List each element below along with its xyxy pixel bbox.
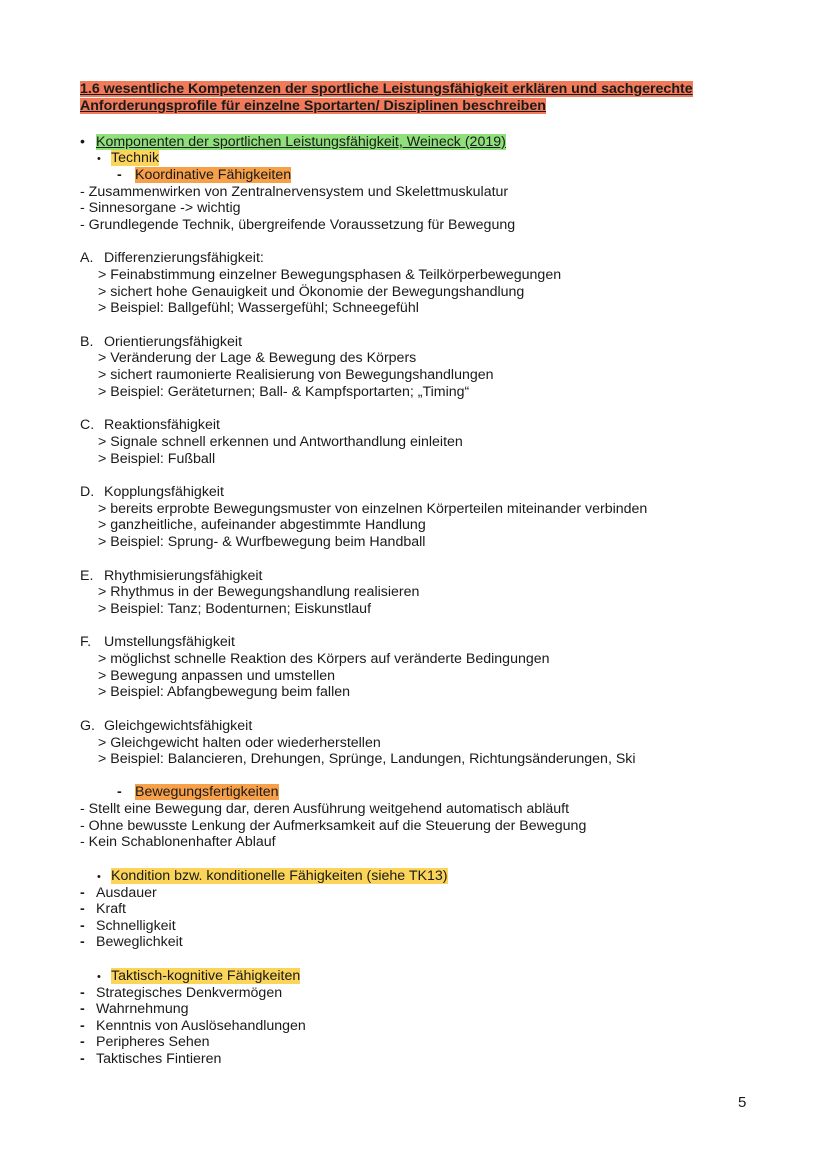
section-d-point: > bereits erprobte Bewegungsmuster von einzelnen Körperteilen miteinander verbinden bbox=[98, 501, 648, 517]
section-a-title: A. Differenzierungsfähigkeit: bbox=[80, 250, 264, 266]
taktisch-item: - Wahrnehmung bbox=[80, 1001, 189, 1017]
page-number: 5 bbox=[738, 1094, 747, 1111]
section-a-point: > Beispiel: Ballgefühl; Wassergefühl; Schneegefühl bbox=[98, 300, 419, 316]
section-d-point: > Beispiel: Sprung- & Wurfbewegung beim Handball bbox=[98, 534, 426, 550]
section-e-title: E. Rhythmisierungsfähigkeit bbox=[80, 568, 263, 584]
title-line-2: Anforderungsprofile für einzelne Sportarten/ Disziplinen beschreiben bbox=[80, 98, 546, 114]
section-b-point: > Beispiel: Geräteturnen; Ball- & Kampfsportarten; „Timing“ bbox=[98, 384, 470, 400]
kondition-item: - Kraft bbox=[80, 901, 126, 917]
technik-heading: • Technik bbox=[97, 150, 160, 166]
koordinative-heading: - Koordinative Fähigkeiten bbox=[117, 167, 292, 183]
taktisch-item: - Peripheres Sehen bbox=[80, 1034, 210, 1050]
section-e-point: > Rhythmus in der Bewegungshandlung realisieren bbox=[98, 584, 420, 600]
section-f-point: > Beispiel: Abfangbewegung beim fallen bbox=[98, 684, 351, 700]
koord-point: - Grundlegende Technik, übergreifende Voraussetzung für Bewegung bbox=[80, 217, 516, 233]
section-d-title: D. Kopplungsfähigkeit bbox=[80, 484, 224, 500]
kondition-item: - Ausdauer bbox=[80, 885, 157, 901]
taktisch-item: - Kenntnis von Auslösehandlungen bbox=[80, 1018, 306, 1034]
section-f-point: > möglichst schnelle Reaktion des Körpers auf veränderte Bedingungen bbox=[98, 651, 550, 667]
section-c-title: C. Reaktionsfähigkeit bbox=[80, 417, 220, 433]
kondition-item: - Schnelligkeit bbox=[80, 918, 176, 934]
section-b-point: > Veränderung der Lage & Bewegung des Körpers bbox=[98, 350, 417, 366]
bewegung-point: - Kein Schablonenhafter Ablauf bbox=[80, 834, 276, 850]
section-f-point: > Bewegung anpassen und umstellen bbox=[98, 668, 336, 684]
section-g-title: G. Gleichgewichtsfähigkeit bbox=[80, 718, 253, 734]
kondition-item: - Beweglichkeit bbox=[80, 934, 183, 950]
section-g-point: > Beispiel: Balancieren, Drehungen, Sprünge, Landungen, Richtungsänderungen, Ski bbox=[98, 751, 636, 767]
taktisch-item: - Strategisches Denkvermögen bbox=[80, 985, 283, 1001]
section-b-title: B. Orientierungsfähigkeit bbox=[80, 334, 243, 350]
bewegung-point: - Stellt eine Bewegung dar, deren Ausführung weitgehend automatisch abläuft bbox=[80, 801, 570, 817]
section-b-point: > sichert raumonierte Realisierung von Bewegungshandlungen bbox=[98, 367, 494, 383]
section-e-point: > Beispiel: Tanz; Bodenturnen; Eiskunstlauf bbox=[98, 601, 372, 617]
section-a-point: > Feinabstimmung einzelner Bewegungsphasen & Teilkörperbewegungen bbox=[98, 267, 562, 283]
section-g-point: > Gleichgewicht halten oder wiederherstellen bbox=[98, 735, 381, 751]
bewegung-point: - Ohne bewusste Lenkung der Aufmerksamkeit auf die Steuerung der Bewegung bbox=[80, 818, 587, 834]
section-a-point: > sichert hohe Genauigkeit und Ökonomie der Bewegungshandlung bbox=[98, 284, 525, 300]
section-f-title: F. Umstellungsfähigkeit bbox=[80, 634, 235, 650]
section-c-point: > Signale schnell erkennen und Antworthandlung einleiten bbox=[98, 434, 463, 450]
components-heading: • Komponenten der sportlichen Leistungsfähigkeit, Weineck (2019) bbox=[80, 134, 506, 150]
title-line-1: 1.6 wesentliche Kompetenzen der sportliche Leistungsfähigkeit erklären und sachgerechte bbox=[80, 81, 693, 97]
koord-point: - Zusammenwirken von Zentralnervensystem und Skelettmuskulatur bbox=[80, 184, 509, 200]
bewegungsfertigkeiten-heading: - Bewegungsfertigkeiten bbox=[117, 784, 279, 800]
section-d-point: > ganzheitliche, aufeinander abgestimmte Handlung bbox=[98, 517, 426, 533]
taktisch-item: - Taktisches Fintieren bbox=[80, 1051, 222, 1067]
taktisch-heading: • Taktisch-kognitive Fähigkeiten bbox=[97, 968, 301, 984]
kondition-heading: • Kondition bzw. konditionelle Fähigkeiten (siehe TK13) bbox=[97, 868, 448, 884]
section-c-point: > Beispiel: Fußball bbox=[98, 451, 216, 467]
koord-point: - Sinnesorgane -> wichtig bbox=[80, 200, 241, 216]
